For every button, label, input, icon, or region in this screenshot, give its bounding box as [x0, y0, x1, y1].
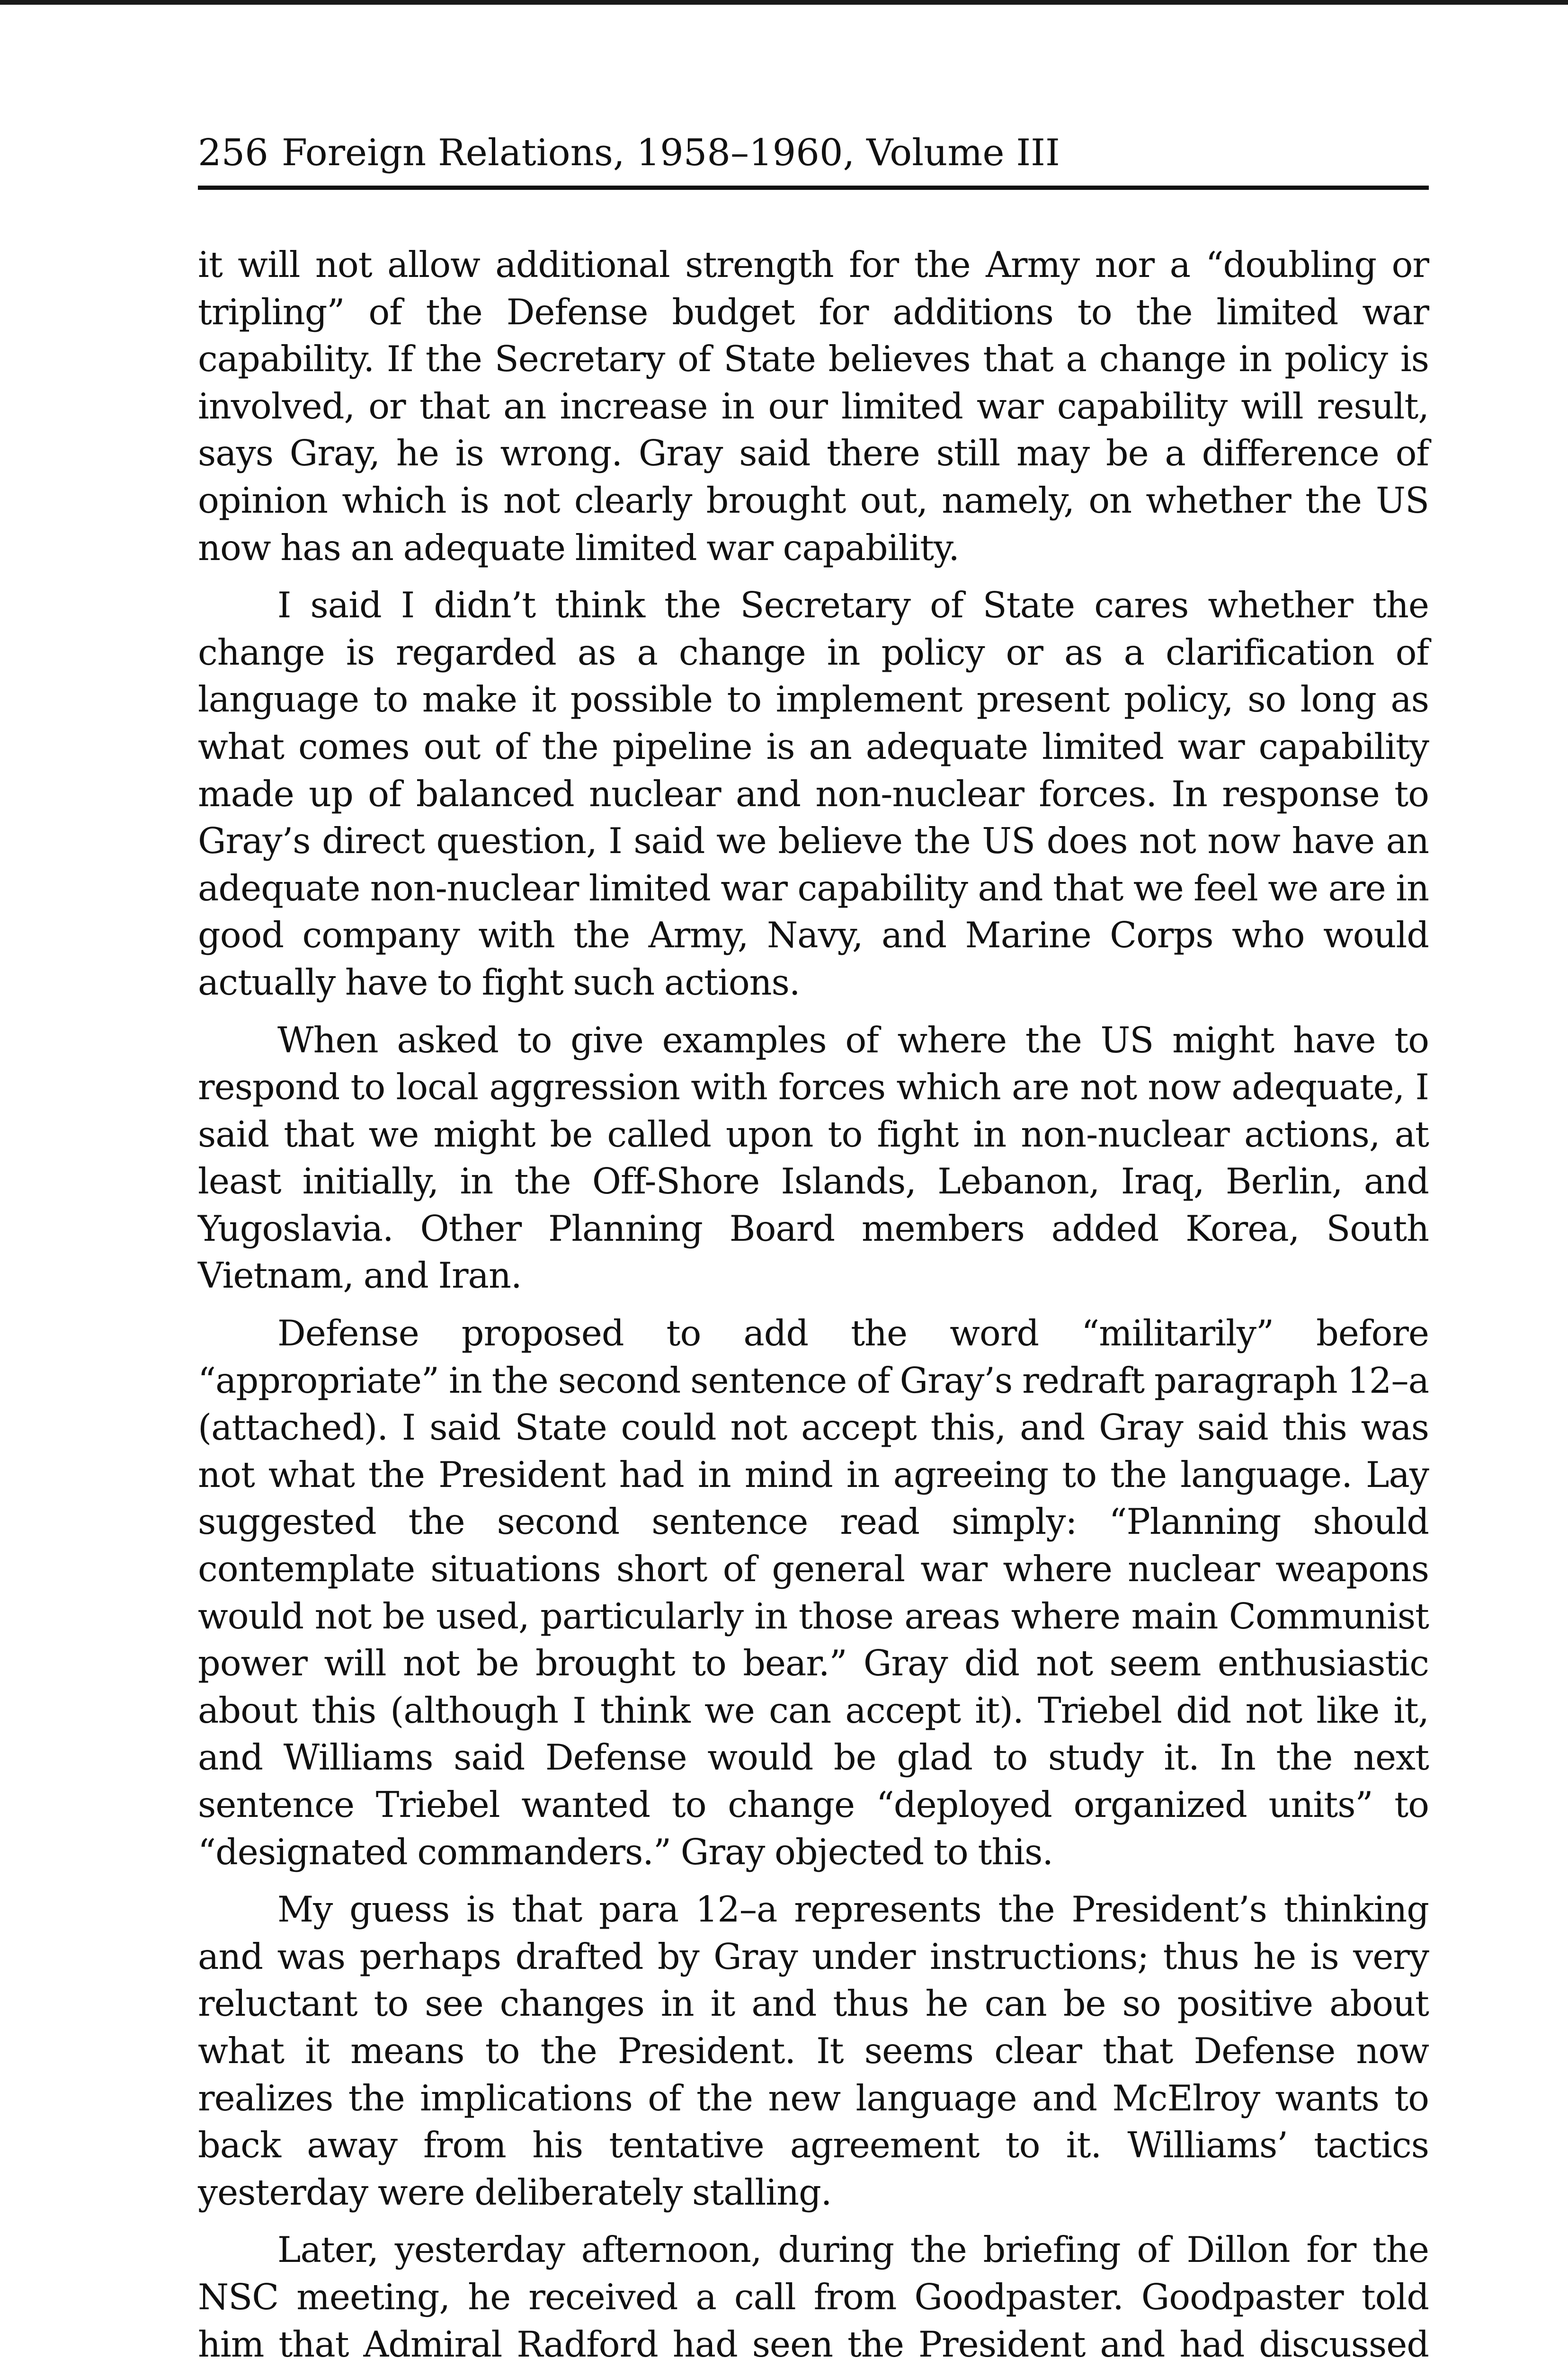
- body-text: [198, 241, 1429, 2367]
- scan-edge: [0, 0, 1568, 5]
- running-title: Foreign Relations, 1958–1960, Volume III: [281, 132, 1060, 174]
- paragraph-2: I said I didn’t think the Secretary of State cares whether the change is regarded as a change in policy or as a clarification of language to make it possible to implement present policy, so long as what comes out of the pipeline is an adequate limited war capability made up of balanced nuclear and non-nuclear forces. In response to Gray’s direct question, I said we believe the US does not now have an adequate non-nuclear limited war capability and that we feel we are in good company with the Army, Navy, and Marine Corps who would actually have to fight such actions.: [198, 585, 1429, 1003]
- paragraph-5: My guess is that para 12–a represents the President’s thinking and was perhaps drafted by Gray under instructions; thus he is very reluctant to see changes in it and thus he can be so positive about what it means to the President. It seems clear that Defense now realizes the implications of the new language and McElroy wants to back away from his tentative agreement to it. Williams’ tactics yesterday were deliberately stalling.: [198, 1889, 1429, 2213]
- paragraph-6: Later, yesterday afternoon, during the briefing of Dillon for the NSC meeting, he received a call from Goodpaster. Goodpaster told him that Admiral Radford had seen the President and had discussed: [198, 2229, 1429, 2365]
- page-number: 256: [198, 132, 268, 174]
- paragraph-4: Defense proposed to add the word “militarily” before “appropriate” in the second sentence of Gray’s redraft paragraph 12–a (attached). I said State could not accept this, and Gray said this was not what the President had in mind in agreeing to the language. Lay suggested the second sentence read simply: “Planning should contemplate situations short of general war where nuclear weapons would not be used, particularly in those areas where main Communist power will not be brought to bear.” Gray did not seem enthusiastic about this (although I think we can accept it). Triebel did not like it, and Williams said Defense would be glad to study it. In the next sentence Triebel wanted to change “deployed organized units” to “designated commanders.” Gray objected to this.: [198, 1313, 1429, 1873]
- paragraph-3: When asked to give examples of where the US might have to respond to local aggression with forces which are not now adequate, I said that we might be called upon to fight in non-nuclear actions, at least initially, in the Off-Shore Islands, Lebanon, Iraq, Berlin, and Yugoslavia. Other Planning Board members added Korea, South Vietnam, and Iran.: [198, 1019, 1429, 1297]
- header-rule: [198, 186, 1429, 190]
- running-head: [198, 127, 1429, 179]
- paragraph-1: it will not allow additional strength for the Army nor a “doubling or tripling” of the Defense budget for additions to the limited war capability. If the Secretary of State believes that a change in policy is involved, or that an increase in our limited war capability will result, says Gray, he is wrong. Gray said there still may be a difference of opinion which is not clearly brought out, namely, on whether the US now has an adequate limited war capability.: [198, 244, 1429, 569]
